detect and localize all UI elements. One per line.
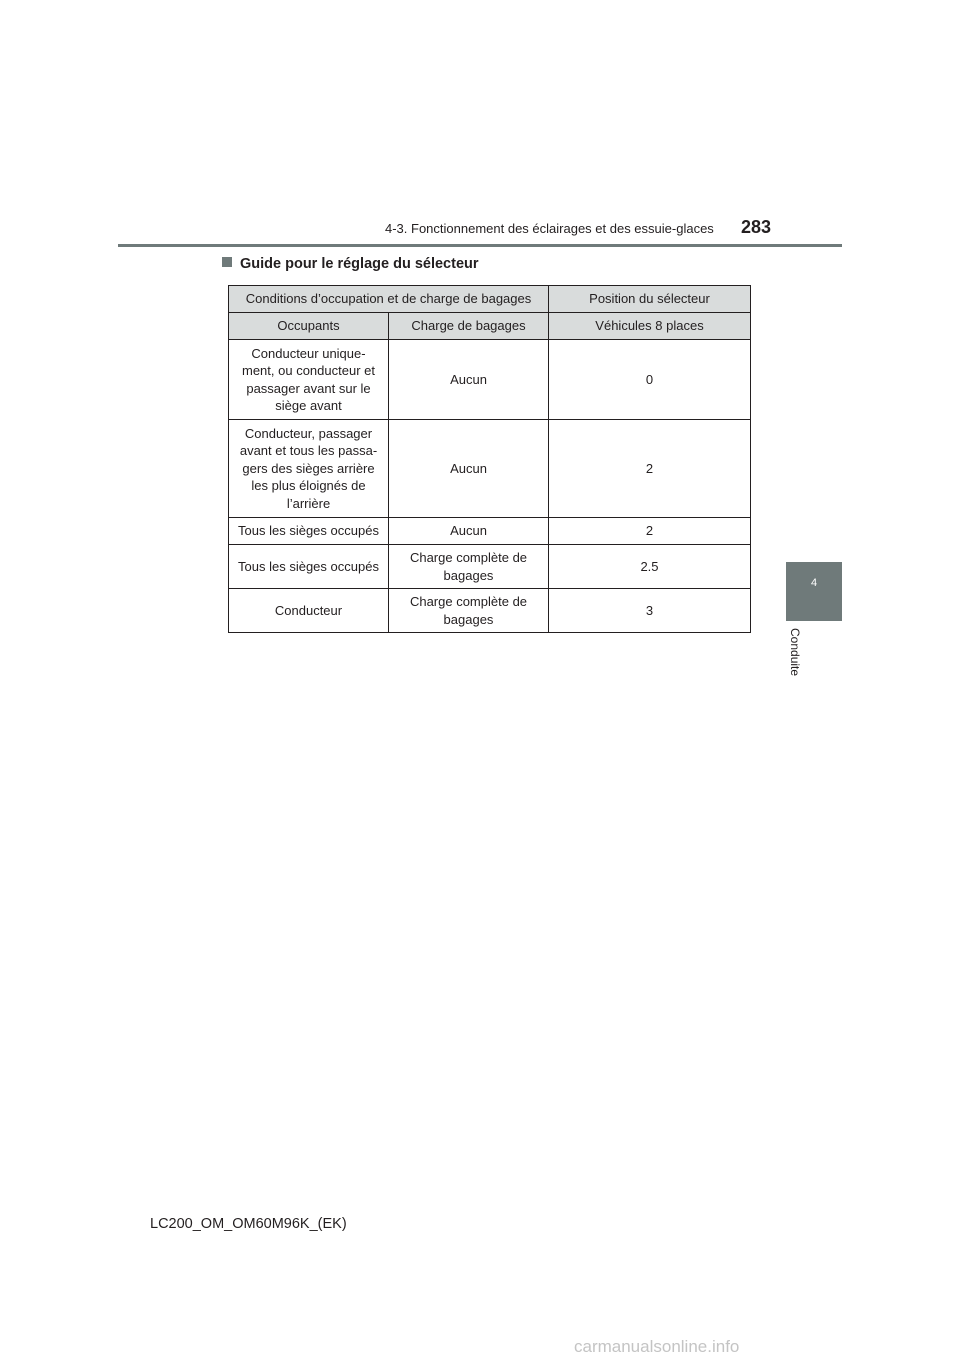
chapter-label-text: Conduite (788, 628, 802, 677)
table-header-cell: Conditions d’occupation et de charge de bagages (229, 286, 549, 313)
table-cell: Tous les sièges occupés (229, 518, 389, 545)
table-header-row (229, 286, 751, 313)
section-title: 4-3. Fonctionnement des éclairages et des essuie-glaces (385, 221, 714, 236)
table-row (229, 589, 751, 633)
table-cell: 3 (549, 589, 751, 633)
table-cell: Aucun (389, 518, 549, 545)
table-row (229, 518, 751, 545)
square-bullet-icon (222, 257, 232, 267)
document-code: LC200_OM_OM60M96K_(EK) (150, 1216, 347, 1232)
table-header-cell: Véhicules 8 places (549, 313, 751, 340)
table-row (229, 420, 751, 518)
selector-guide-table (228, 285, 751, 633)
table-header-cell: Position du sélecteur (549, 286, 751, 313)
chapter-label (787, 628, 803, 688)
page-number: 283 (741, 217, 772, 237)
table-cell: Aucun (389, 340, 549, 420)
table-cell: 0 (549, 340, 751, 420)
header-divider (118, 244, 842, 247)
table-cell: Conducteur (229, 589, 389, 633)
section-heading (222, 255, 479, 273)
table-cell: Conducteur unique-ment, ou conducteur et passager avant sur le siège avant (229, 340, 389, 420)
table-header-cell: Charge de bagages (389, 313, 549, 340)
table-cell: Charge complète de bagages (389, 589, 549, 633)
table-row (229, 545, 751, 589)
table-cell: 2.5 (549, 545, 751, 589)
chapter-number: 4 (810, 577, 818, 589)
table-cell: Aucun (389, 420, 549, 518)
section-heading-text: Guide pour le réglage du sélecteur (240, 256, 479, 272)
table-header-cell: Occupants (229, 313, 389, 340)
chapter-tab (786, 562, 842, 621)
table-cell: 2 (549, 420, 751, 518)
table-row (229, 340, 751, 420)
watermark: carmanualsonline.info (574, 1337, 740, 1356)
table-cell: 2 (549, 518, 751, 545)
table-subheader-row (229, 313, 751, 340)
table-cell: Tous les sièges occupés (229, 545, 389, 589)
table-cell: Charge complète de bagages (389, 545, 549, 589)
table-cell: Conducteur, passager avant et tous les passa-gers des sièges arrière les plus éloignés de l’arrière (229, 420, 389, 518)
